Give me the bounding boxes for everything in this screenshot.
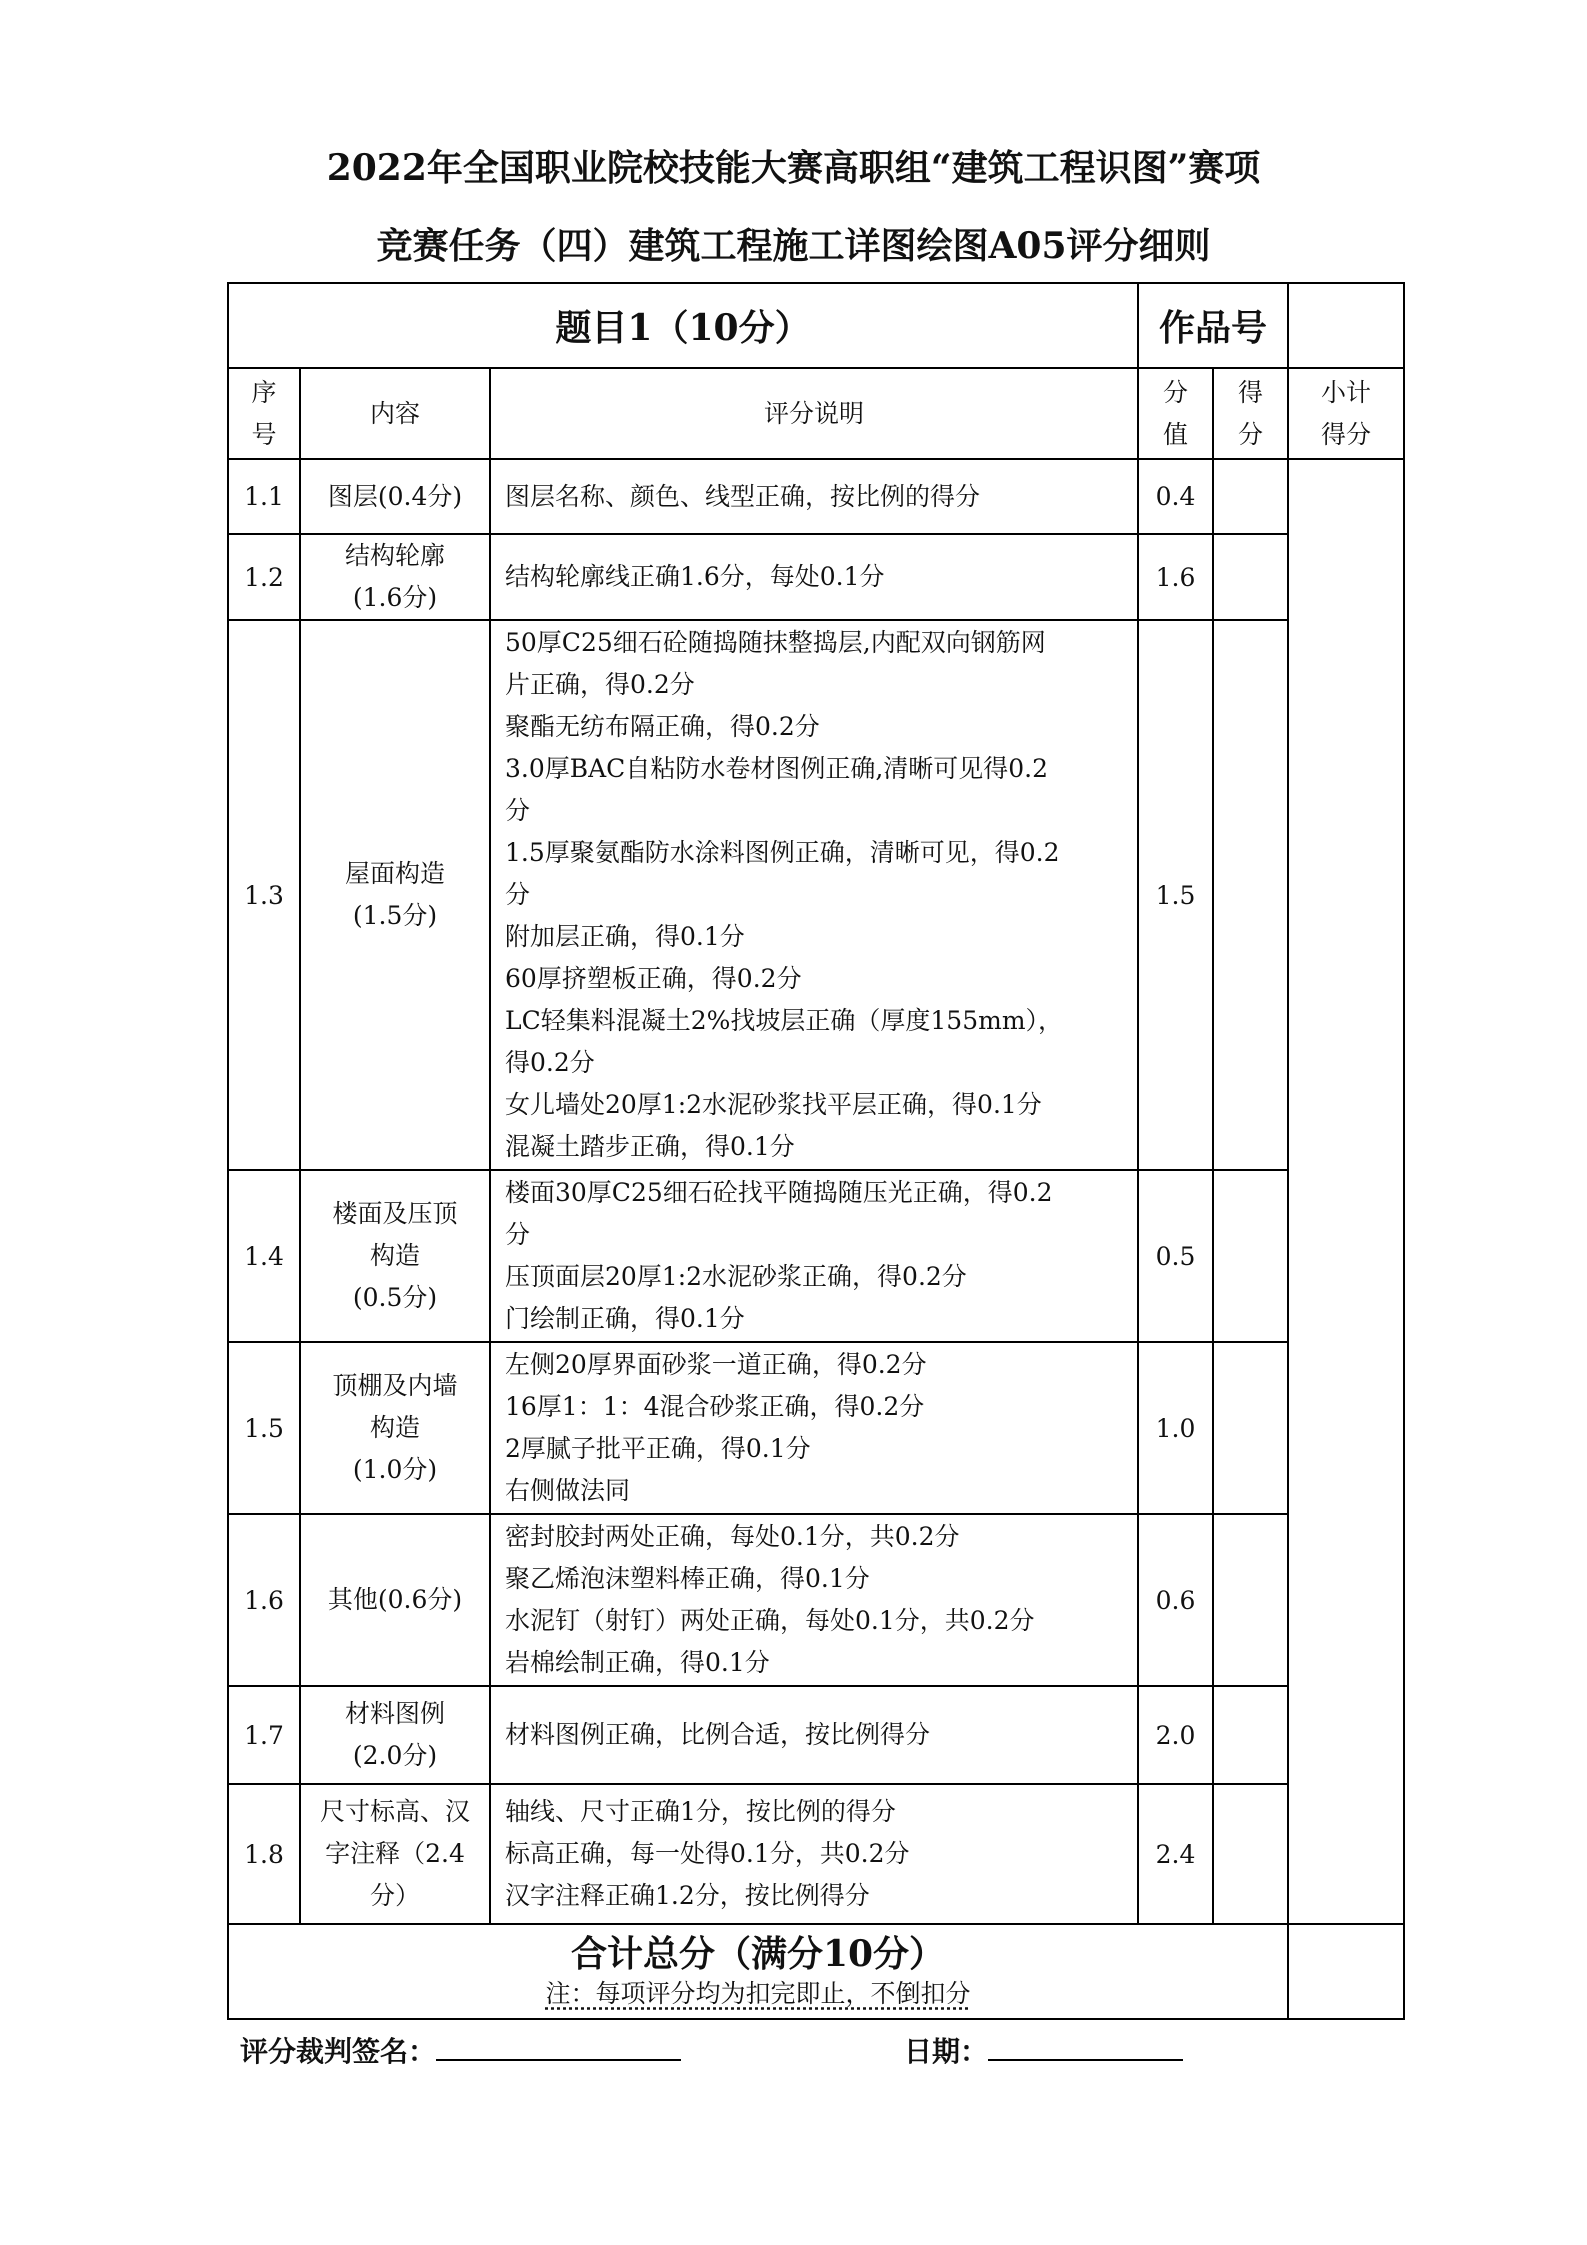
date-signature [904, 2030, 1183, 2070]
description-line: 聚乙烯泡沫塑料棒正确，得0.1分 [505, 1564, 870, 1593]
item-content [300, 1342, 490, 1514]
item-description [490, 1686, 1138, 1784]
description-line: 轴线、尺寸正确1分，按比例的得分 [505, 1797, 896, 1826]
table-row [228, 1686, 1404, 1784]
col-header-no: 序 号 [228, 368, 300, 459]
item-content-line: 分） [369, 1881, 420, 1910]
item-content-line: 构造 [369, 1241, 420, 1270]
description-line: 附加层正确，得0.1分 [505, 922, 745, 951]
item-content [300, 620, 490, 1170]
item-no: 1.3 [228, 620, 300, 1170]
item-got-score [1213, 1686, 1288, 1784]
table-row [228, 534, 1404, 620]
col-header-score: 分 值 [1138, 368, 1213, 459]
item-score: 2.0 [1138, 1686, 1213, 1784]
page-subtitle: 竞赛任务（四）建筑工程施工详图绘图A05评分细则 [376, 225, 1211, 267]
item-got-score [1213, 620, 1288, 1170]
total-label: 合计总分（满分10分） [570, 1932, 946, 1975]
total-note: 注：每项评分均为扣完即止，不倒扣分 [545, 1978, 971, 2008]
item-content [300, 1170, 490, 1342]
description-line: 右侧做法同 [505, 1476, 631, 1505]
description-line: 水泥钉（射钉）两处正确，每处0.1分，共0.2分 [505, 1606, 1035, 1635]
description-line: 分 [505, 796, 531, 825]
col-header-desc: 评分说明 [490, 368, 1138, 459]
item-description [490, 1514, 1138, 1686]
total-cell [228, 1924, 1288, 2019]
item-got-score [1213, 1514, 1288, 1686]
item-no: 1.2 [228, 534, 300, 620]
description-line: 压顶面层20厚1:2水泥砂浆正确，得0.2分 [505, 1262, 967, 1291]
judge-signature-label: 评分裁判签名： [240, 2035, 437, 2068]
description-line: 60厚挤塑板正确，得0.2分 [505, 964, 802, 993]
table-row [228, 1342, 1404, 1514]
item-got-score [1213, 1784, 1288, 1924]
item-content [300, 534, 490, 620]
description-line: 标高正确，每一处得0.1分，共0.2分 [505, 1839, 910, 1868]
date-label: 日期： [904, 2035, 989, 2068]
description-line: 楼面30厚C25细石砼找平随捣随压光正确，得0.2 [505, 1178, 1053, 1207]
item-content-line: (1.6分) [352, 583, 438, 612]
col-header-content: 内容 [300, 368, 490, 459]
item-content-line: 顶棚及内墙 [332, 1371, 458, 1400]
item-content [300, 459, 490, 534]
item-content-line: 屋面构造 [344, 859, 445, 888]
item-content-line: 材料图例 [344, 1699, 445, 1728]
item-got-score [1213, 1342, 1288, 1514]
description-line: 片正确，得0.2分 [505, 670, 695, 699]
item-content-line: 尺寸标高、汉 [319, 1797, 470, 1826]
col-header-subtotal: 小计 得分 [1288, 368, 1404, 459]
item-description [490, 1342, 1138, 1514]
item-content [300, 1514, 490, 1686]
item-content-line: (2.0分) [352, 1741, 438, 1770]
item-score: 1.0 [1138, 1342, 1213, 1514]
item-no: 1.8 [228, 1784, 300, 1924]
item-got-score [1213, 459, 1288, 534]
table-row [228, 1784, 1404, 1924]
description-line: 密封胶封两处正确，每处0.1分，共0.2分 [505, 1522, 960, 1551]
description-line: 得0.2分 [505, 1048, 595, 1077]
item-content-line: (0.5分) [352, 1283, 438, 1312]
page-title: 2022年全国职业院校技能大赛高职组“建筑工程识图”赛项 [326, 147, 1261, 189]
item-content [300, 1686, 490, 1784]
description-line: 50厚C25细石砼随捣随抹整捣层,内配双向钢筋网 [505, 628, 1046, 657]
work-no-cell [1288, 283, 1404, 368]
description-line: 材料图例正确，比例合适，按比例得分 [505, 1720, 931, 1749]
item-description [490, 534, 1138, 620]
judge-signature-line[interactable] [436, 2059, 681, 2061]
description-line: 聚酯无纺布隔正确，得0.2分 [505, 712, 820, 741]
description-line: 混凝土踏步正确，得0.1分 [505, 1132, 795, 1161]
item-score: 0.6 [1138, 1514, 1213, 1686]
subtotal-cell [1288, 459, 1404, 1924]
description-line: 3.0厚BAC自粘防水卷材图例正确,清晰可见得0.2 [505, 754, 1049, 783]
description-line: 图层名称、颜色、线型正确，按比例的得分 [505, 481, 981, 511]
item-description [490, 1170, 1138, 1342]
description-line: 分 [505, 880, 531, 909]
item-score: 2.4 [1138, 1784, 1213, 1924]
item-score: 1.5 [1138, 620, 1213, 1170]
item-content-line: (1.0分) [352, 1455, 438, 1484]
item-content-line: 构造 [369, 1413, 420, 1442]
item-content-line: 字注释（2.4 [325, 1839, 465, 1868]
table-row [228, 459, 1404, 534]
table-row [228, 620, 1404, 1170]
description-line: 女儿墙处20厚1:2水泥砂浆找平层正确，得0.1分 [505, 1090, 1042, 1119]
description-line: 1.5厚聚氨酯防水涂料图例正确，清晰可见，得0.2 [505, 838, 1060, 867]
item-content-line: 结构轮廓 [344, 541, 445, 570]
item-content-line: (1.5分) [352, 901, 438, 930]
item-score: 1.6 [1138, 534, 1213, 620]
table-row [228, 1514, 1404, 1686]
description-line: 分 [505, 1220, 531, 1249]
item-description [490, 620, 1138, 1170]
item-description [490, 459, 1138, 534]
description-line: 岩棉绘制正确，得0.1分 [505, 1648, 770, 1677]
work-no-label: 作品号 [1138, 283, 1288, 368]
item-no: 1.6 [228, 1514, 300, 1686]
judge-signature [240, 2030, 681, 2070]
total-row [228, 1924, 1404, 2019]
item-score: 0.4 [1138, 459, 1213, 534]
item-no: 1.4 [228, 1170, 300, 1342]
item-got-score [1213, 1170, 1288, 1342]
total-score-cell [1288, 1924, 1404, 2019]
description-line: 结构轮廓线正确1.6分，每处0.1分 [505, 562, 885, 591]
item-content [300, 1784, 490, 1924]
item-content-line: 图层(0.4分) [327, 481, 463, 511]
description-line: 汉字注释正确1.2分，按比例得分 [505, 1881, 870, 1910]
header-row-columns [228, 368, 1404, 459]
description-line: 门绘制正确，得0.1分 [505, 1304, 745, 1333]
description-line: 2厚腻子批平正确，得0.1分 [505, 1434, 811, 1463]
col-header-got: 得 分 [1213, 368, 1288, 459]
item-no: 1.7 [228, 1686, 300, 1784]
header-row-main [228, 283, 1404, 368]
question-title: 题目1（10分） [228, 283, 1138, 368]
scoring-table [227, 282, 1405, 2020]
table-row [228, 1170, 1404, 1342]
item-description [490, 1784, 1138, 1924]
item-no: 1.5 [228, 1342, 300, 1514]
item-no: 1.1 [228, 459, 300, 534]
item-content-line: 楼面及压顶 [332, 1199, 458, 1228]
description-line: LC轻集料混凝土2%找坡层正确（厚度155mm）， [505, 1006, 1064, 1035]
item-score: 0.5 [1138, 1170, 1213, 1342]
item-content-line: 其他(0.6分) [327, 1585, 463, 1614]
date-line[interactable] [988, 2059, 1183, 2061]
description-line: 16厚1：1：4混合砂浆正确，得0.2分 [505, 1392, 925, 1421]
item-got-score [1213, 534, 1288, 620]
description-line: 左侧20厚界面砂浆一道正确，得0.2分 [505, 1350, 927, 1379]
